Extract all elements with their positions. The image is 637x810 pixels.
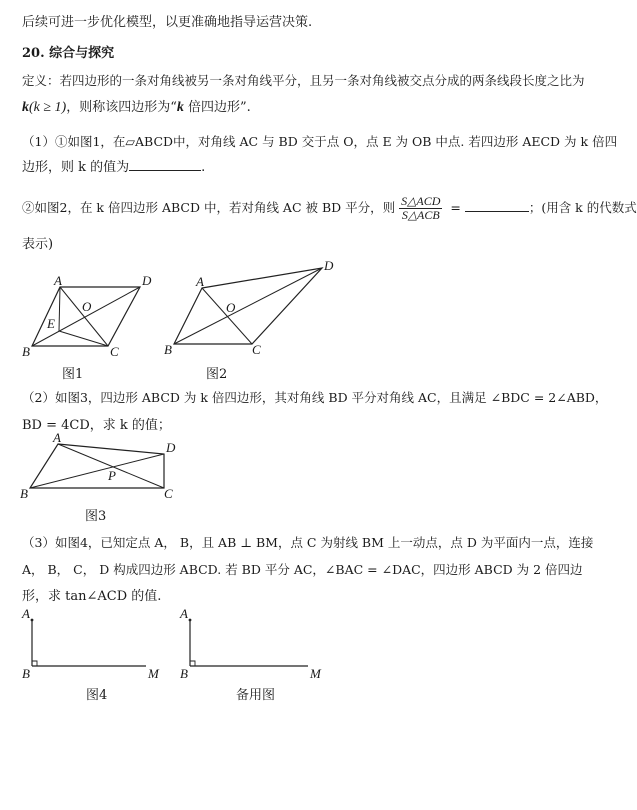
diagonal-ac — [202, 288, 252, 344]
label-A: A — [196, 274, 204, 289]
label-A: A — [22, 606, 30, 621]
question-2-line — [22, 193, 637, 223]
figure-1-diagram — [22, 272, 168, 362]
label-B: B — [164, 342, 172, 357]
label-B: B — [22, 344, 30, 359]
label-O: O — [82, 299, 92, 314]
fraction-numerator: S△ACD — [401, 194, 441, 208]
figure-1 — [22, 272, 168, 362]
figure-3-caption: 图3 — [85, 509, 107, 524]
definition-text: ，则称该四边形为“ — [66, 100, 177, 115]
definition-line-1: 定义：若四边形的一条对角线被另一条对角线平分，且另一条对角线被交点分成的两条线段长度之比为 — [22, 73, 585, 88]
label-O: O — [226, 300, 236, 315]
label-C: C — [110, 344, 119, 359]
question-2-text: ②如图2，在 k 倍四边形 ABCD 中，若对角线 AC 被 BD 平分，则 — [22, 200, 396, 215]
figure-2-diagram — [164, 258, 338, 360]
answer-blank-1[interactable] — [129, 158, 201, 171]
point-a — [31, 619, 34, 622]
right-angle-mark — [32, 661, 37, 666]
definition-k-2: k — [176, 100, 184, 115]
part-3-line-2: A， B， C， D 构成四边形 ABCD. 若 BD 平分 AC，∠BAC = ∠DAC，四边形 ABCD 为 2 倍四边 — [22, 562, 583, 577]
area-ratio-fraction — [399, 195, 442, 222]
label-M: M — [310, 666, 321, 681]
point-a — [189, 619, 192, 622]
segment-ae — [59, 287, 60, 331]
label-D: D — [324, 258, 334, 273]
figure-4-caption: 图4 — [86, 688, 108, 703]
question-1-line-2 — [22, 158, 205, 177]
label-C: C — [252, 342, 261, 357]
diagonal-bd — [30, 454, 164, 488]
quadrilateral-abcd — [30, 444, 164, 488]
figure-4 — [18, 606, 168, 686]
figure-3-diagram — [20, 430, 182, 506]
label-B: B — [22, 666, 30, 681]
label-B: B — [180, 666, 188, 681]
answer-blank-2[interactable] — [465, 199, 529, 212]
label-A: A — [180, 606, 188, 621]
definition-k-condition: (k ≥ 1) — [29, 100, 67, 115]
question-2-end: ；(用含 k 的代数式 — [528, 200, 637, 215]
part-3-line-3: 形，求 tan∠ACD 的值. — [22, 589, 162, 604]
diagonal-ac — [60, 287, 108, 346]
part-2-line-1: （2）如图3，四边形 ABCD 为 k 倍四边形，其对角线 BD 平分对角线 AC，且满足 ∠BDC = 2∠ABD， — [22, 390, 608, 405]
question-2-line-2: 表示) — [22, 237, 54, 252]
segment-ec — [59, 331, 108, 346]
label-D: D — [142, 273, 152, 288]
intro-line: 后续可进一步优化模型，以更准确地指导运营决策. — [22, 15, 313, 30]
label-A: A — [53, 430, 61, 445]
right-angle-mark — [190, 661, 195, 666]
figure-4-diagram — [18, 606, 168, 686]
part-2-line-2: BD = 4CD，求 k 的值； — [22, 418, 171, 433]
label-A: A — [54, 273, 62, 288]
figure-1-caption: 图1 — [62, 367, 84, 382]
figure-spare-caption: 备用图 — [236, 688, 276, 703]
label-P: P — [108, 468, 116, 483]
figure-2 — [164, 258, 338, 360]
label-D: D — [166, 440, 176, 455]
question-1-line-1: （1）①如图1，在▱ABCD中，对角线 AC 与 BD 交于点 O，点 E 为 OB 中点. 若四边形 AECD 为 k 倍四 — [22, 134, 618, 149]
question-1-text: 边形，则 k 的值为 — [22, 160, 130, 175]
part-3-line-1: （3）如图4，已知定点 A， B，且 AB ⊥ BM，点 C 为射线 BM 上一动点，点 D 为平面内一点，连接 — [22, 535, 594, 550]
definition-k: k — [22, 100, 29, 115]
problem-title: 20. 综合与探究 — [22, 46, 115, 61]
label-C: C — [164, 486, 173, 501]
question-1-end: . — [201, 160, 206, 175]
label-B: B — [20, 486, 28, 501]
figure-spare-diagram — [176, 606, 336, 686]
fraction-denominator: S△ACB — [401, 208, 440, 222]
definition-line-2 — [22, 99, 251, 117]
equals-sign: = — [446, 200, 465, 215]
figure-3 — [20, 430, 182, 506]
figure-2-caption: 图2 — [206, 367, 228, 382]
label-E: E — [47, 316, 55, 331]
figure-spare — [176, 606, 336, 686]
definition-term: 倍四边形”. — [183, 100, 251, 115]
label-M: M — [148, 666, 159, 681]
